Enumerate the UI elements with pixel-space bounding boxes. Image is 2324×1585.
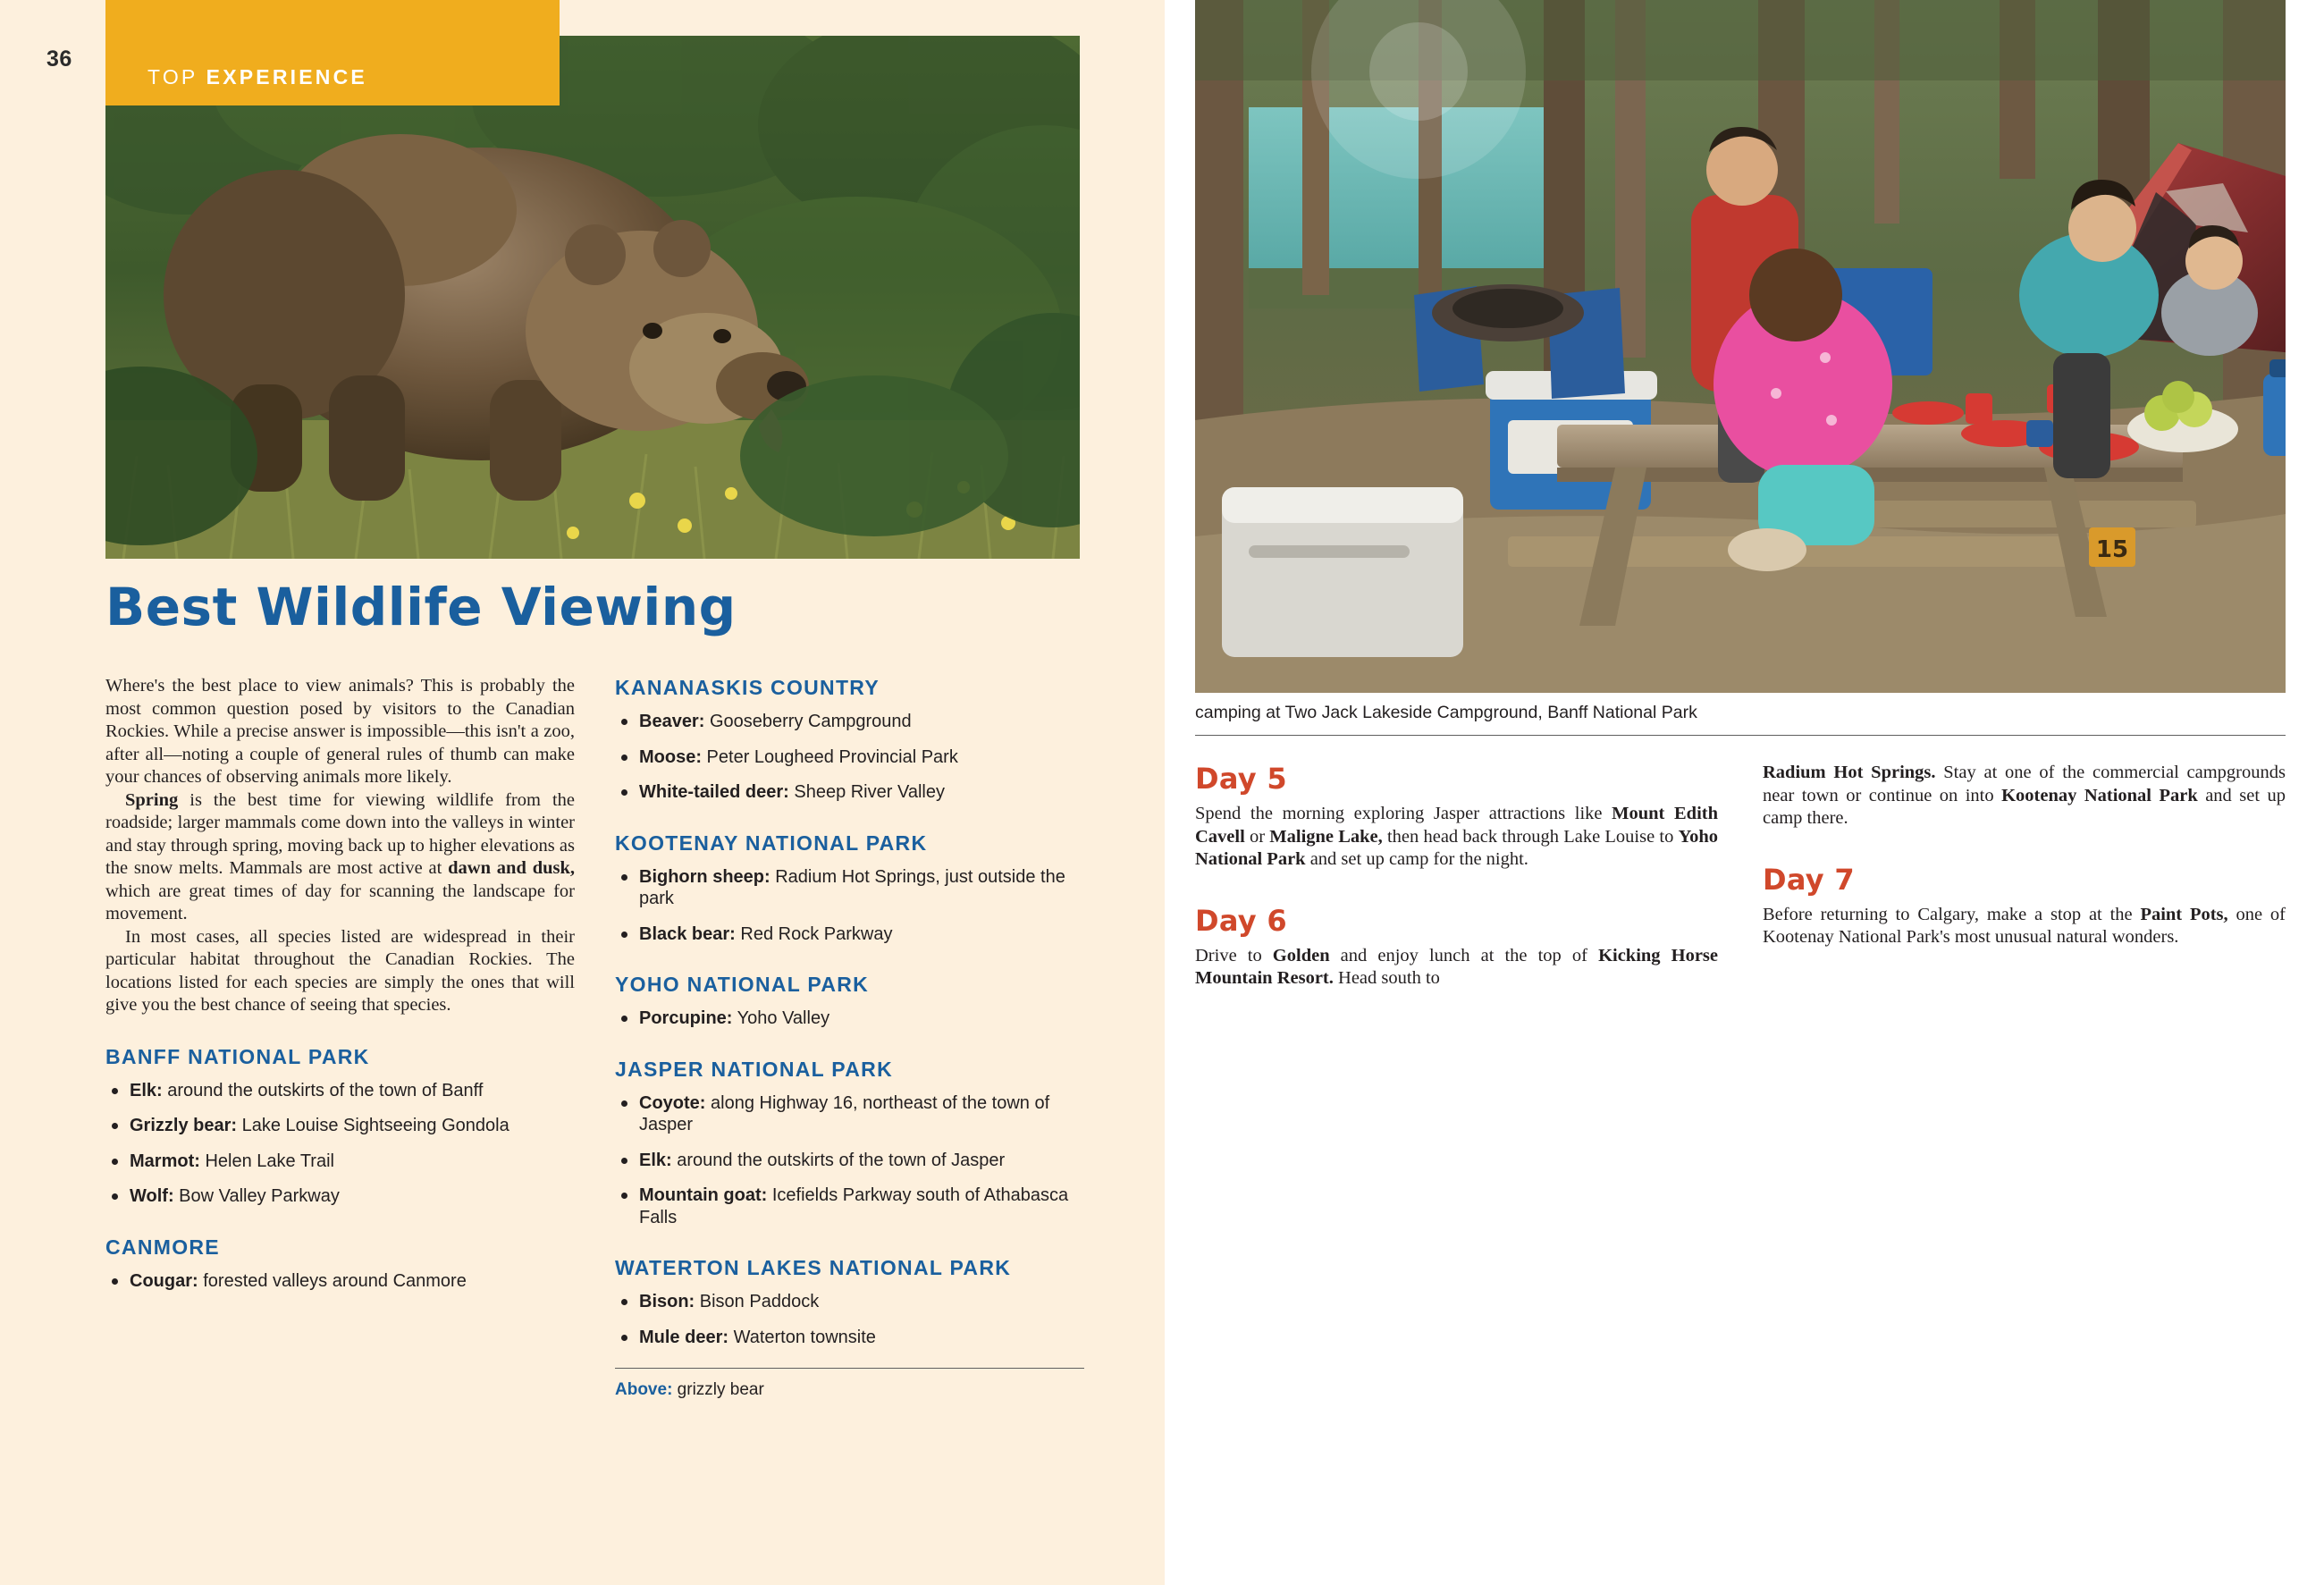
species-term: Mule deer:: [639, 1327, 729, 1347]
species-list-jasper: [615, 1092, 1084, 1229]
species-list-banff: [105, 1080, 575, 1208]
caption-divider-right: [1195, 735, 2286, 736]
species-term: Black bear:: [639, 923, 736, 944]
intro-paragraph-2: [105, 789, 575, 926]
left-page-columns: [105, 675, 1084, 1400]
text-run: Stay at one of the commercial campgrounds near town or continue on into: [1763, 763, 2286, 805]
page-number: 36: [46, 46, 72, 72]
day-text-5: [1195, 803, 1718, 872]
day-block-5: [1195, 762, 1718, 872]
text-run: then head back through Lake Louise to: [1382, 826, 1679, 847]
species-list-yoho: [615, 1007, 1084, 1030]
list-item: [105, 1115, 575, 1137]
top-experience-label: [147, 65, 367, 89]
right-page: [1175, 0, 2324, 1585]
species-desc: Red Rock Parkway: [735, 923, 893, 944]
text-run: and set up camp for the night.: [1305, 849, 1528, 869]
species-term: Wolf:: [130, 1186, 174, 1206]
campground-photo: [1195, 0, 2286, 693]
day-heading-7: Day 7: [1763, 862, 1855, 897]
species-term: Bison:: [639, 1292, 695, 1311]
species-list-canmore: [105, 1270, 575, 1293]
text-run: Spend the morning exploring Jasper attractions like: [1195, 804, 1612, 823]
species-list-kananaskis: [615, 711, 1084, 804]
intro-2a: is the best time for viewing wildlife from the roadside; larger mammals come down into the valleys in winter and stay through spring, moving back up to higher elevations as the snow melts. Mammals are most active at: [105, 789, 575, 878]
list-item: [615, 1291, 1084, 1313]
list-item: [615, 781, 1084, 804]
day-block-6: [1195, 904, 1718, 991]
day-6-continuation: [1763, 762, 2286, 830]
species-desc: Sheep River Valley: [788, 782, 945, 802]
species-desc: along Highway 16, northeast of the town of Jasper: [639, 1092, 1050, 1134]
page-gutter: [1165, 0, 1175, 1585]
species-list-waterton: [615, 1291, 1084, 1348]
species-desc: Bison Paddock: [695, 1292, 820, 1311]
species-term: Bighorn sheep:: [639, 866, 770, 887]
species-desc: Radium Hot Springs, just outside the park: [639, 866, 1065, 908]
day-text-6-part1: [1195, 945, 1718, 991]
species-term: Cougar:: [130, 1270, 198, 1291]
text-run-bold: Kicking Horse Mountain Resort.: [1195, 945, 1719, 988]
species-desc: Icefields Parkway south of Athabasca Falls: [639, 1185, 1069, 1227]
caption-divider: [615, 1368, 1084, 1369]
species-term: Marmot:: [130, 1151, 200, 1171]
species-term: Beaver:: [639, 712, 705, 731]
day-block-7: [1763, 863, 2286, 949]
species-desc: Yoho Valley: [732, 1008, 830, 1028]
text-run-bold: Yoho National Park: [1195, 826, 1718, 869]
species-term: Grizzly bear:: [130, 1116, 238, 1135]
intro-paragraph-1: Where's the best place to view animals? This is probably the most common question posed by visitors to the Canadian Rockies. While a precise answer is impossible—this isn't a zoo, after all—noting a couple of general rules of thumb can make your chances of observing animals more likely.: [105, 676, 575, 787]
intro-text: [105, 675, 575, 1017]
list-item: [615, 1007, 1084, 1030]
text-run-bold: Radium Hot Springs.: [1763, 763, 1936, 782]
species-term: Moose:: [639, 746, 702, 767]
list-item: [615, 711, 1084, 733]
text-run-bold: Maligne Lake,: [1269, 826, 1383, 847]
species-desc: Peter Lougheed Provincial Park: [702, 746, 958, 767]
text-run-bold: Kootenay National Park: [2001, 785, 2198, 805]
intro-paragraph-3: In most cases, all species listed are widespread in their particular habitat throughout the Canadian Rockies. The locations listed for each species are simply the ones that will give you the best chance of seeing that species.: [105, 926, 575, 1015]
right-column: [615, 675, 1084, 1400]
list-item: [105, 1080, 575, 1102]
text-run-bold: Mount Edith Cavell: [1195, 804, 1719, 847]
top-experience-word-bold: EXPERIENCE: [206, 65, 367, 89]
list-item: [615, 746, 1084, 769]
day-text-6-part2: [1763, 762, 2286, 830]
species-desc: Waterton townsite: [728, 1327, 876, 1347]
top-experience-banner: [105, 0, 560, 105]
list-item: [615, 1185, 1084, 1228]
photo-credit-caption: [615, 1380, 1084, 1400]
top-experience-word-light: TOP: [147, 65, 198, 89]
species-desc: Lake Louise Sightseeing Gondola: [237, 1116, 509, 1135]
grizzly-bear-photo: [105, 36, 1080, 559]
species-term: Porcupine:: [639, 1008, 733, 1028]
list-item: [105, 1185, 575, 1208]
species-term: Elk:: [639, 1150, 672, 1170]
section-heading-banff: BANFF NATIONAL PARK: [105, 1044, 370, 1068]
text-run: Drive to: [1195, 945, 1273, 965]
spring-bold: Spring: [125, 789, 179, 810]
itinerary-column-right: [1763, 762, 2286, 991]
species-term: Coyote:: [639, 1092, 706, 1113]
list-item: [105, 1151, 575, 1173]
section-heading-canmore: CANMORE: [105, 1235, 220, 1259]
section-heading-kananaskis: KANANASKIS COUNTRY: [615, 676, 880, 699]
species-desc: around the outskirts of the town of Jasper: [671, 1150, 1006, 1170]
day-heading-6: Day 6: [1195, 903, 1287, 938]
species-desc: Gooseberry Campground: [704, 712, 912, 731]
text-run: Head south to: [1333, 968, 1440, 988]
species-desc: Bow Valley Parkway: [173, 1186, 340, 1206]
species-desc: around the outskirts of the town of Banff: [162, 1080, 484, 1100]
section-heading-yoho: YOHO NATIONAL PARK: [615, 973, 870, 996]
text-run-bold: Paint Pots,: [2140, 904, 2228, 924]
photo-caption: camping at Two Jack Lakeside Campground, Banff National Park: [1195, 703, 1697, 722]
dawn-dusk-bold: dawn and dusk,: [448, 858, 575, 878]
section-heading-kootenay: KOOTENAY NATIONAL PARK: [615, 830, 928, 855]
species-term: Elk:: [130, 1080, 163, 1100]
section-heading-waterton: WATERTON LAKES NATIONAL PARK: [615, 1256, 1012, 1279]
itinerary-columns: [1195, 762, 2286, 991]
text-run: Before returning to Calgary, make a stop at the: [1763, 904, 2141, 924]
text-run: one of Kootenay National Park's most unusual natural wonders.: [1763, 904, 2286, 947]
svg-text:15: 15: [2095, 536, 2129, 563]
text-run: or: [1244, 826, 1270, 847]
list-item: [615, 923, 1084, 946]
left-column: [105, 675, 575, 1400]
species-desc: forested valleys around Canmore: [198, 1270, 467, 1291]
list-item: [105, 1270, 575, 1293]
itinerary-column-left: [1195, 762, 1718, 991]
text-run: and set up camp there.: [1763, 785, 2286, 828]
intro-2b: which are great times of day for scanning the landscape for movement.: [105, 881, 575, 923]
above-label: Above:: [615, 1380, 673, 1399]
page-title: Best Wildlife Viewing: [105, 577, 737, 637]
species-desc: Helen Lake Trail: [199, 1151, 334, 1171]
text-run: and enjoy lunch at the top of: [1329, 945, 1599, 965]
section-heading-jasper: JASPER NATIONAL PARK: [615, 1057, 893, 1081]
list-item: [615, 1092, 1084, 1136]
day-text-7: [1763, 904, 2286, 949]
list-item: [615, 1150, 1084, 1172]
list-item: [615, 866, 1084, 910]
species-list-kootenay: [615, 866, 1084, 946]
above-text: grizzly bear: [672, 1380, 764, 1399]
species-term: Mountain goat:: [639, 1185, 768, 1205]
list-item: [615, 1327, 1084, 1349]
species-term: White-tailed deer:: [639, 782, 789, 802]
day-heading-5: Day 5: [1195, 762, 1287, 796]
text-run-bold: Golden: [1272, 945, 1330, 965]
